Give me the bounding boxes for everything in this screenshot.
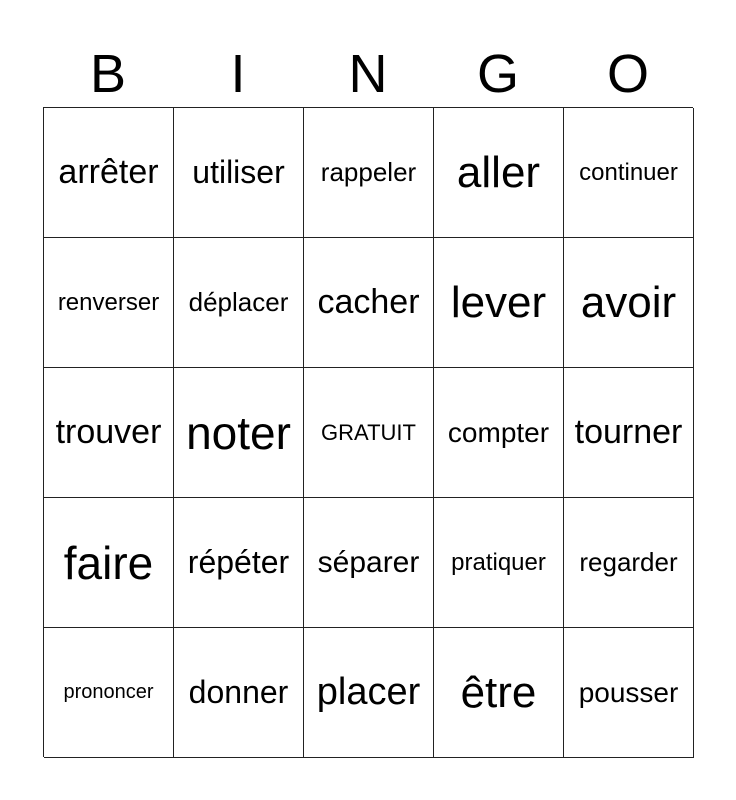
bingo-cell-r4-c1[interactable]: donner: [174, 628, 304, 758]
bingo-cell-r2-c4[interactable]: tourner: [564, 368, 694, 498]
bingo-cell-r3-c1[interactable]: répéter: [174, 498, 304, 628]
header-letter-n: N: [348, 44, 388, 104]
bingo-cell-r0-c1[interactable]: utiliser: [174, 108, 304, 238]
bingo-cell-r2-c0[interactable]: trouver: [44, 368, 174, 498]
bingo-cell-r1-c1[interactable]: déplacer: [174, 238, 304, 368]
bingo-cell-r4-c2[interactable]: placer: [304, 628, 434, 758]
bingo-cell-r2-c3[interactable]: compter: [434, 368, 564, 498]
bingo-cell-r3-c3[interactable]: pratiquer: [434, 498, 564, 628]
bingo-board: [43, 107, 693, 757]
bingo-cell-r1-c0[interactable]: renverser: [44, 238, 174, 368]
bingo-cell-r0-c4[interactable]: continuer: [564, 108, 694, 238]
header-letter-i: I: [230, 44, 246, 104]
bingo-cell-r1-c4[interactable]: avoir: [564, 238, 694, 368]
bingo-header: [43, 40, 693, 108]
bingo-cell-r2-c1[interactable]: noter: [174, 368, 304, 498]
bingo-cell-r0-c3[interactable]: aller: [434, 108, 564, 238]
bingo-cell-r3-c0[interactable]: faire: [44, 498, 174, 628]
header-letter-b: B: [89, 44, 127, 104]
bingo-cell-r4-c3[interactable]: être: [434, 628, 564, 758]
bingo-cell-r3-c2[interactable]: séparer: [304, 498, 434, 628]
bingo-cell-r1-c3[interactable]: lever: [434, 238, 564, 368]
bingo-cell-r0-c2[interactable]: rappeler: [304, 108, 434, 238]
bingo-cell-r1-c2[interactable]: cacher: [304, 238, 434, 368]
bingo-cell-r4-c4[interactable]: pousser: [564, 628, 694, 758]
header-letter-g: G: [476, 44, 519, 104]
bingo-cell-r3-c4[interactable]: regarder: [564, 498, 694, 628]
bingo-cell-r4-c0[interactable]: prononcer: [44, 628, 174, 758]
header-letter-o: O: [606, 44, 649, 104]
bingo-cell-r0-c0[interactable]: arrêter: [44, 108, 174, 238]
bingo-cell-free-space[interactable]: GRATUIT: [304, 368, 434, 498]
